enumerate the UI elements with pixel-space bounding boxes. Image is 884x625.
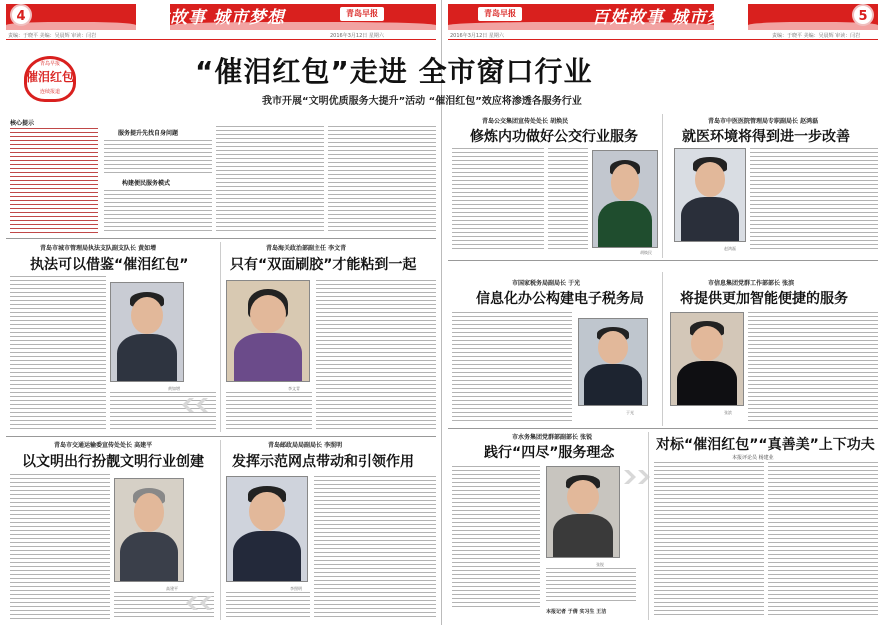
article-kicker: 青岛市中医医院管理局专职副局长 赵鸿磊	[708, 118, 819, 125]
body-text	[748, 312, 878, 424]
body-text	[226, 392, 312, 432]
chevron-left-icon	[182, 398, 208, 412]
column-divider	[662, 114, 663, 258]
article-title: 以文明出行扮靓文明行业创建	[22, 454, 204, 470]
portrait-photo	[674, 148, 746, 242]
body-text	[216, 126, 324, 234]
body-text	[10, 474, 110, 620]
body-text	[546, 568, 636, 604]
header-date: 2016年3月12日 星期六	[330, 33, 384, 39]
stamp-top: 青岛早报	[39, 61, 60, 67]
article-title: 将提供更加智能便捷的服务	[680, 291, 848, 307]
body-text	[452, 312, 572, 424]
header-rule	[448, 39, 878, 40]
banner-logo: 青岛早报	[340, 7, 384, 21]
photo-caption: 胡焕民	[640, 250, 652, 255]
article-kicker: 青岛海关政治部副主任 李文青	[266, 245, 347, 252]
body-text	[314, 476, 436, 620]
body-text	[452, 148, 544, 250]
article-title: 对标“催泪红包”“真善美”上下功夫	[656, 437, 875, 453]
article-kicker: 青岛公交集团宣传处处长 胡焕民	[482, 118, 569, 125]
page-headline: “催泪红包”走进 全市窗口行业	[195, 55, 593, 88]
stamp-main: 催泪红包	[25, 70, 74, 84]
reporter-credit: 本报记者 于倩 实习生 王洁	[546, 609, 607, 615]
banner-title: 百姓故事 城市梦想	[134, 8, 285, 28]
body-text	[750, 148, 878, 252]
body-text	[768, 462, 878, 618]
body-text	[104, 140, 212, 176]
divider	[6, 436, 436, 437]
stamp-bottom: 连续报道	[39, 89, 60, 95]
photo-caption: 于光	[626, 410, 634, 415]
divider	[448, 428, 878, 429]
article-title: 执法可以借鉴“催泪红包”	[30, 257, 189, 273]
photo-caption: 李文青	[288, 386, 300, 391]
body-text	[226, 592, 310, 620]
article-title: 信息化办公构建电子税务局	[476, 291, 644, 307]
article-kicker: 市信息集团党群工作部部长 张滨	[708, 280, 795, 287]
intro-label: 核心提示	[10, 120, 35, 127]
photo-caption: 张锐	[596, 562, 604, 567]
article-title: 就医环境将得到进一步改善	[682, 129, 850, 145]
intro-text	[10, 128, 98, 234]
article-kicker: 青岛市交通运输委宣传处处长 高建平	[54, 442, 153, 449]
article-kicker: 市水务集团党群部副部长 张锐	[512, 434, 593, 441]
article-title: 发挥示范网点带动和引领作用	[232, 454, 414, 470]
page-number: 5	[852, 4, 874, 26]
portrait-photo	[592, 150, 658, 248]
portrait-photo	[110, 282, 184, 382]
header-rule	[6, 39, 436, 40]
column-divider	[648, 432, 649, 620]
column-divider	[220, 440, 221, 620]
article-title: 修炼内功做好公交行业服务	[470, 129, 638, 145]
divider	[6, 238, 436, 239]
article-kicker: 青岛邮政局局副局长 李照明	[268, 442, 343, 449]
portrait-photo	[546, 466, 620, 558]
body-text	[10, 276, 106, 432]
body-text	[548, 148, 588, 250]
article-kicker: 青岛市城市管理局执法支队副支队长 黄如增	[40, 245, 157, 252]
chevron-right-icon	[624, 470, 650, 484]
article-title: 践行“四尽”服务理念	[484, 445, 615, 461]
byline: 本报评论员 杨建业	[732, 455, 774, 461]
photo-caption: 李照明	[290, 586, 302, 591]
campaign-stamp	[18, 52, 82, 114]
header-meta: 责编：于晓平 美编：吴晨辉 审读：闫岩	[772, 33, 861, 39]
page-number: 4	[10, 4, 32, 26]
chevron-left-icon	[186, 596, 212, 610]
header-date: 2016年3月12日 星期六	[450, 33, 504, 39]
portrait-photo	[226, 280, 310, 382]
photo-caption: 赵鸿磊	[724, 246, 736, 251]
body-text	[328, 126, 436, 234]
article-title: 只有“双面刷胶”才能粘到一起	[230, 257, 417, 273]
column-divider	[220, 242, 221, 432]
section-build-model: 构建便民服务模式	[122, 180, 171, 187]
page-subheadline: 我市开展“文明优质服务大提升”活动 “催泪红包”效应将渗透各服务行业	[262, 96, 582, 107]
divider	[448, 260, 878, 261]
body-text	[654, 462, 764, 618]
portrait-photo	[578, 318, 648, 406]
body-text	[316, 280, 436, 432]
article-kicker: 市国家税务局副局长 于光	[512, 280, 581, 287]
body-text	[452, 466, 540, 610]
photo-caption: 高建平	[166, 586, 178, 591]
portrait-photo	[114, 478, 184, 582]
header-meta: 责编：于晓平 美编：吴晨辉 审读：闫岩	[8, 33, 97, 39]
section-service-upgrade: 服务提升先找自身问题	[118, 130, 179, 137]
banner-title: 百姓故事 城市梦想	[592, 8, 743, 28]
column-divider	[662, 272, 663, 426]
photo-caption: 张滨	[724, 410, 732, 415]
body-text	[104, 190, 212, 234]
photo-caption: 黄如增	[168, 386, 180, 391]
banner-logo: 青岛早报	[478, 7, 522, 21]
portrait-photo	[226, 476, 308, 582]
portrait-photo	[670, 312, 744, 406]
